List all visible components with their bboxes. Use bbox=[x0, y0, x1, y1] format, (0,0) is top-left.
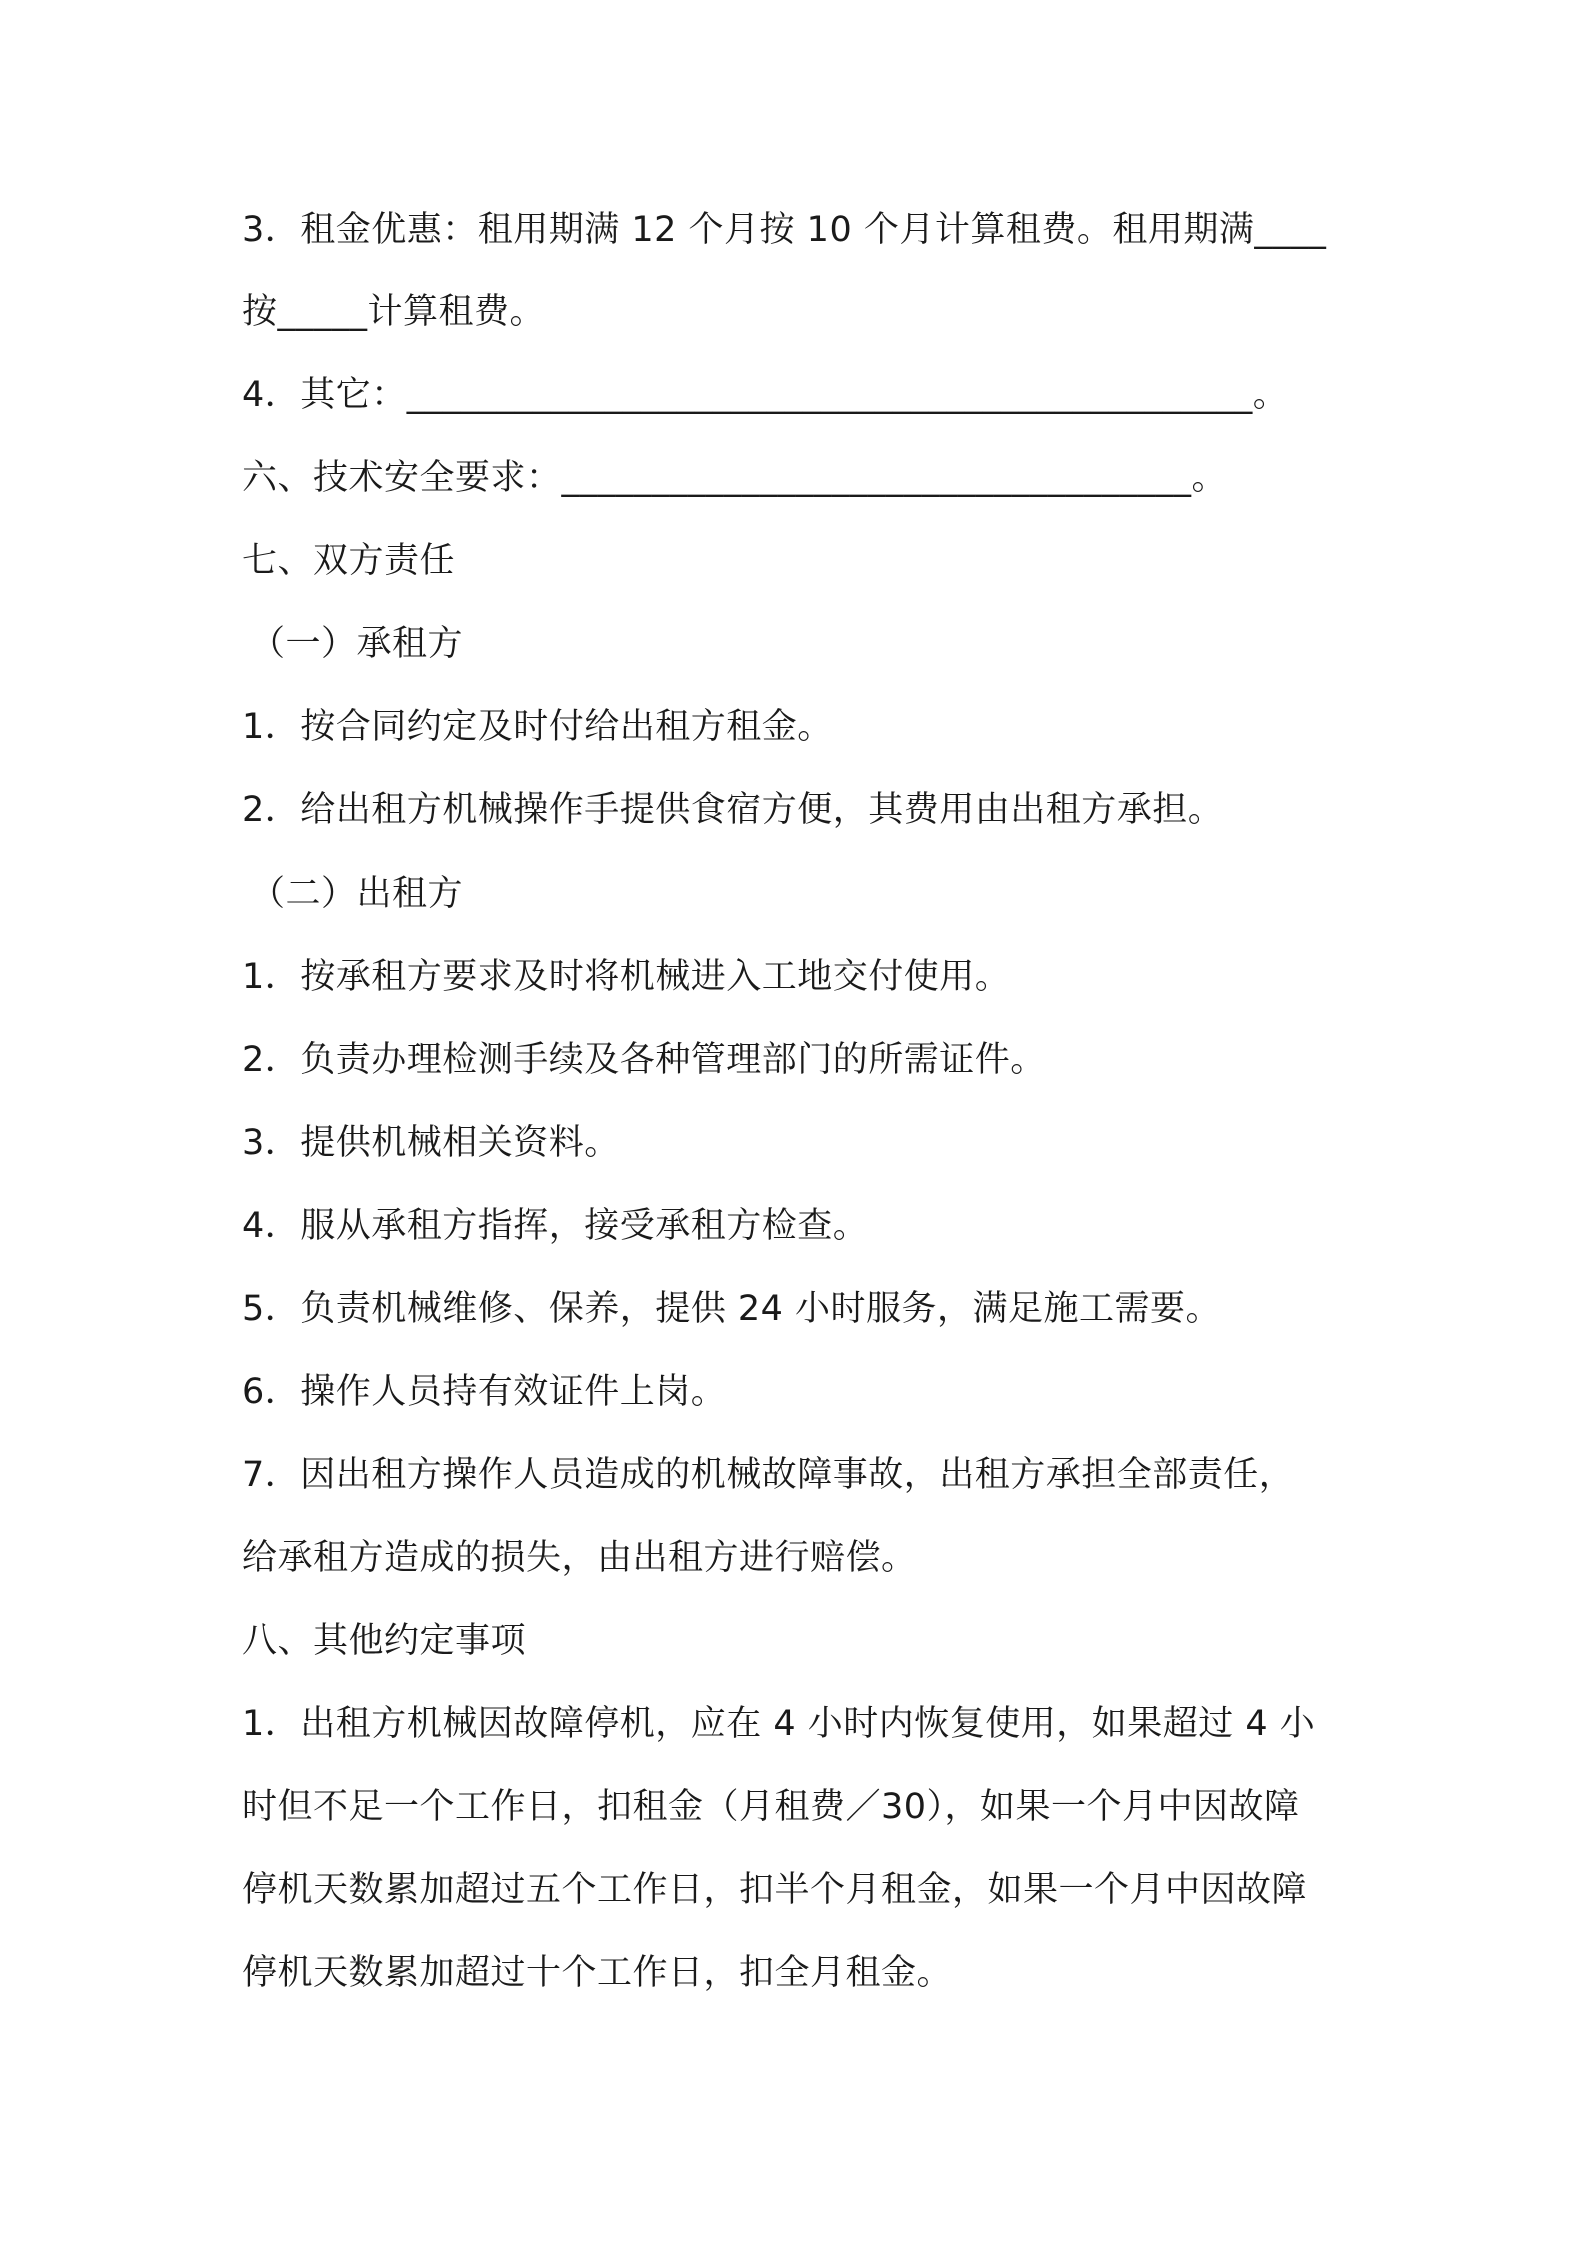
section-heading-responsibilities: 七、双方责任 bbox=[242, 541, 456, 581]
lessor-item-7-line1: 7．因出租方操作人员造成的机械故障事故，出租方承担全部责任， bbox=[242, 1455, 1295, 1495]
lessee-item-2: 2．给出租方机械操作手提供食宿方便，其费用由出租方承担。 bbox=[242, 790, 1224, 830]
lessor-item-5: 5．负责机械维修、保养，提供 24 小时服务，满足施工需要。 bbox=[242, 1289, 1222, 1329]
lessor-item-7-line2: 给承租方造成的损失，由出租方进行赔偿。 bbox=[242, 1538, 917, 1578]
other-terms-item-1-line1: 1．出租方机械因故障停机，应在 4 小时内恢复使用，如果超过 4 小 bbox=[242, 1704, 1316, 1744]
subsection-lessee: （一）承租方 bbox=[250, 624, 464, 664]
lessor-item-3: 3．提供机械相关资料。 bbox=[242, 1123, 620, 1163]
clause-rent-discount-line2: 按_____计算租费。 bbox=[242, 292, 546, 332]
lessor-item-1: 1．按承租方要求及时将机械进入工地交付使用。 bbox=[242, 957, 1011, 997]
section-technical-safety: 六、技术安全要求：___________________________________。 bbox=[242, 458, 1228, 498]
lessor-item-2: 2．负责办理检测手续及各种管理部门的所需证件。 bbox=[242, 1040, 1046, 1080]
section-heading-other-terms: 八、其他约定事项 bbox=[242, 1621, 527, 1661]
lessor-item-6: 6．操作人员持有效证件上岗。 bbox=[242, 1372, 727, 1412]
clause-other: 4．其它：_______________________________________________。 bbox=[242, 375, 1289, 415]
other-terms-item-1-line3: 停机天数累加超过五个工作日，扣半个月租金，如果一个月中因故障 bbox=[242, 1870, 1308, 1910]
subsection-lessor: （二）出租方 bbox=[250, 874, 464, 914]
lessee-item-1: 1．按合同约定及时付给出租方租金。 bbox=[242, 707, 833, 747]
other-terms-item-1-line2: 时但不足一个工作日，扣租金（月租费／30），如果一个月中因故障 bbox=[242, 1787, 1300, 1827]
other-terms-item-1-line4: 停机天数累加超过十个工作日，扣全月租金。 bbox=[242, 1953, 953, 1993]
clause-rent-discount-line1: 3．租金优惠：租用期满 12 个月按 10 个月计算租费。租用期满____ bbox=[242, 210, 1327, 250]
lessor-item-4: 4．服从承租方指挥，接受承租方检查。 bbox=[242, 1206, 869, 1246]
